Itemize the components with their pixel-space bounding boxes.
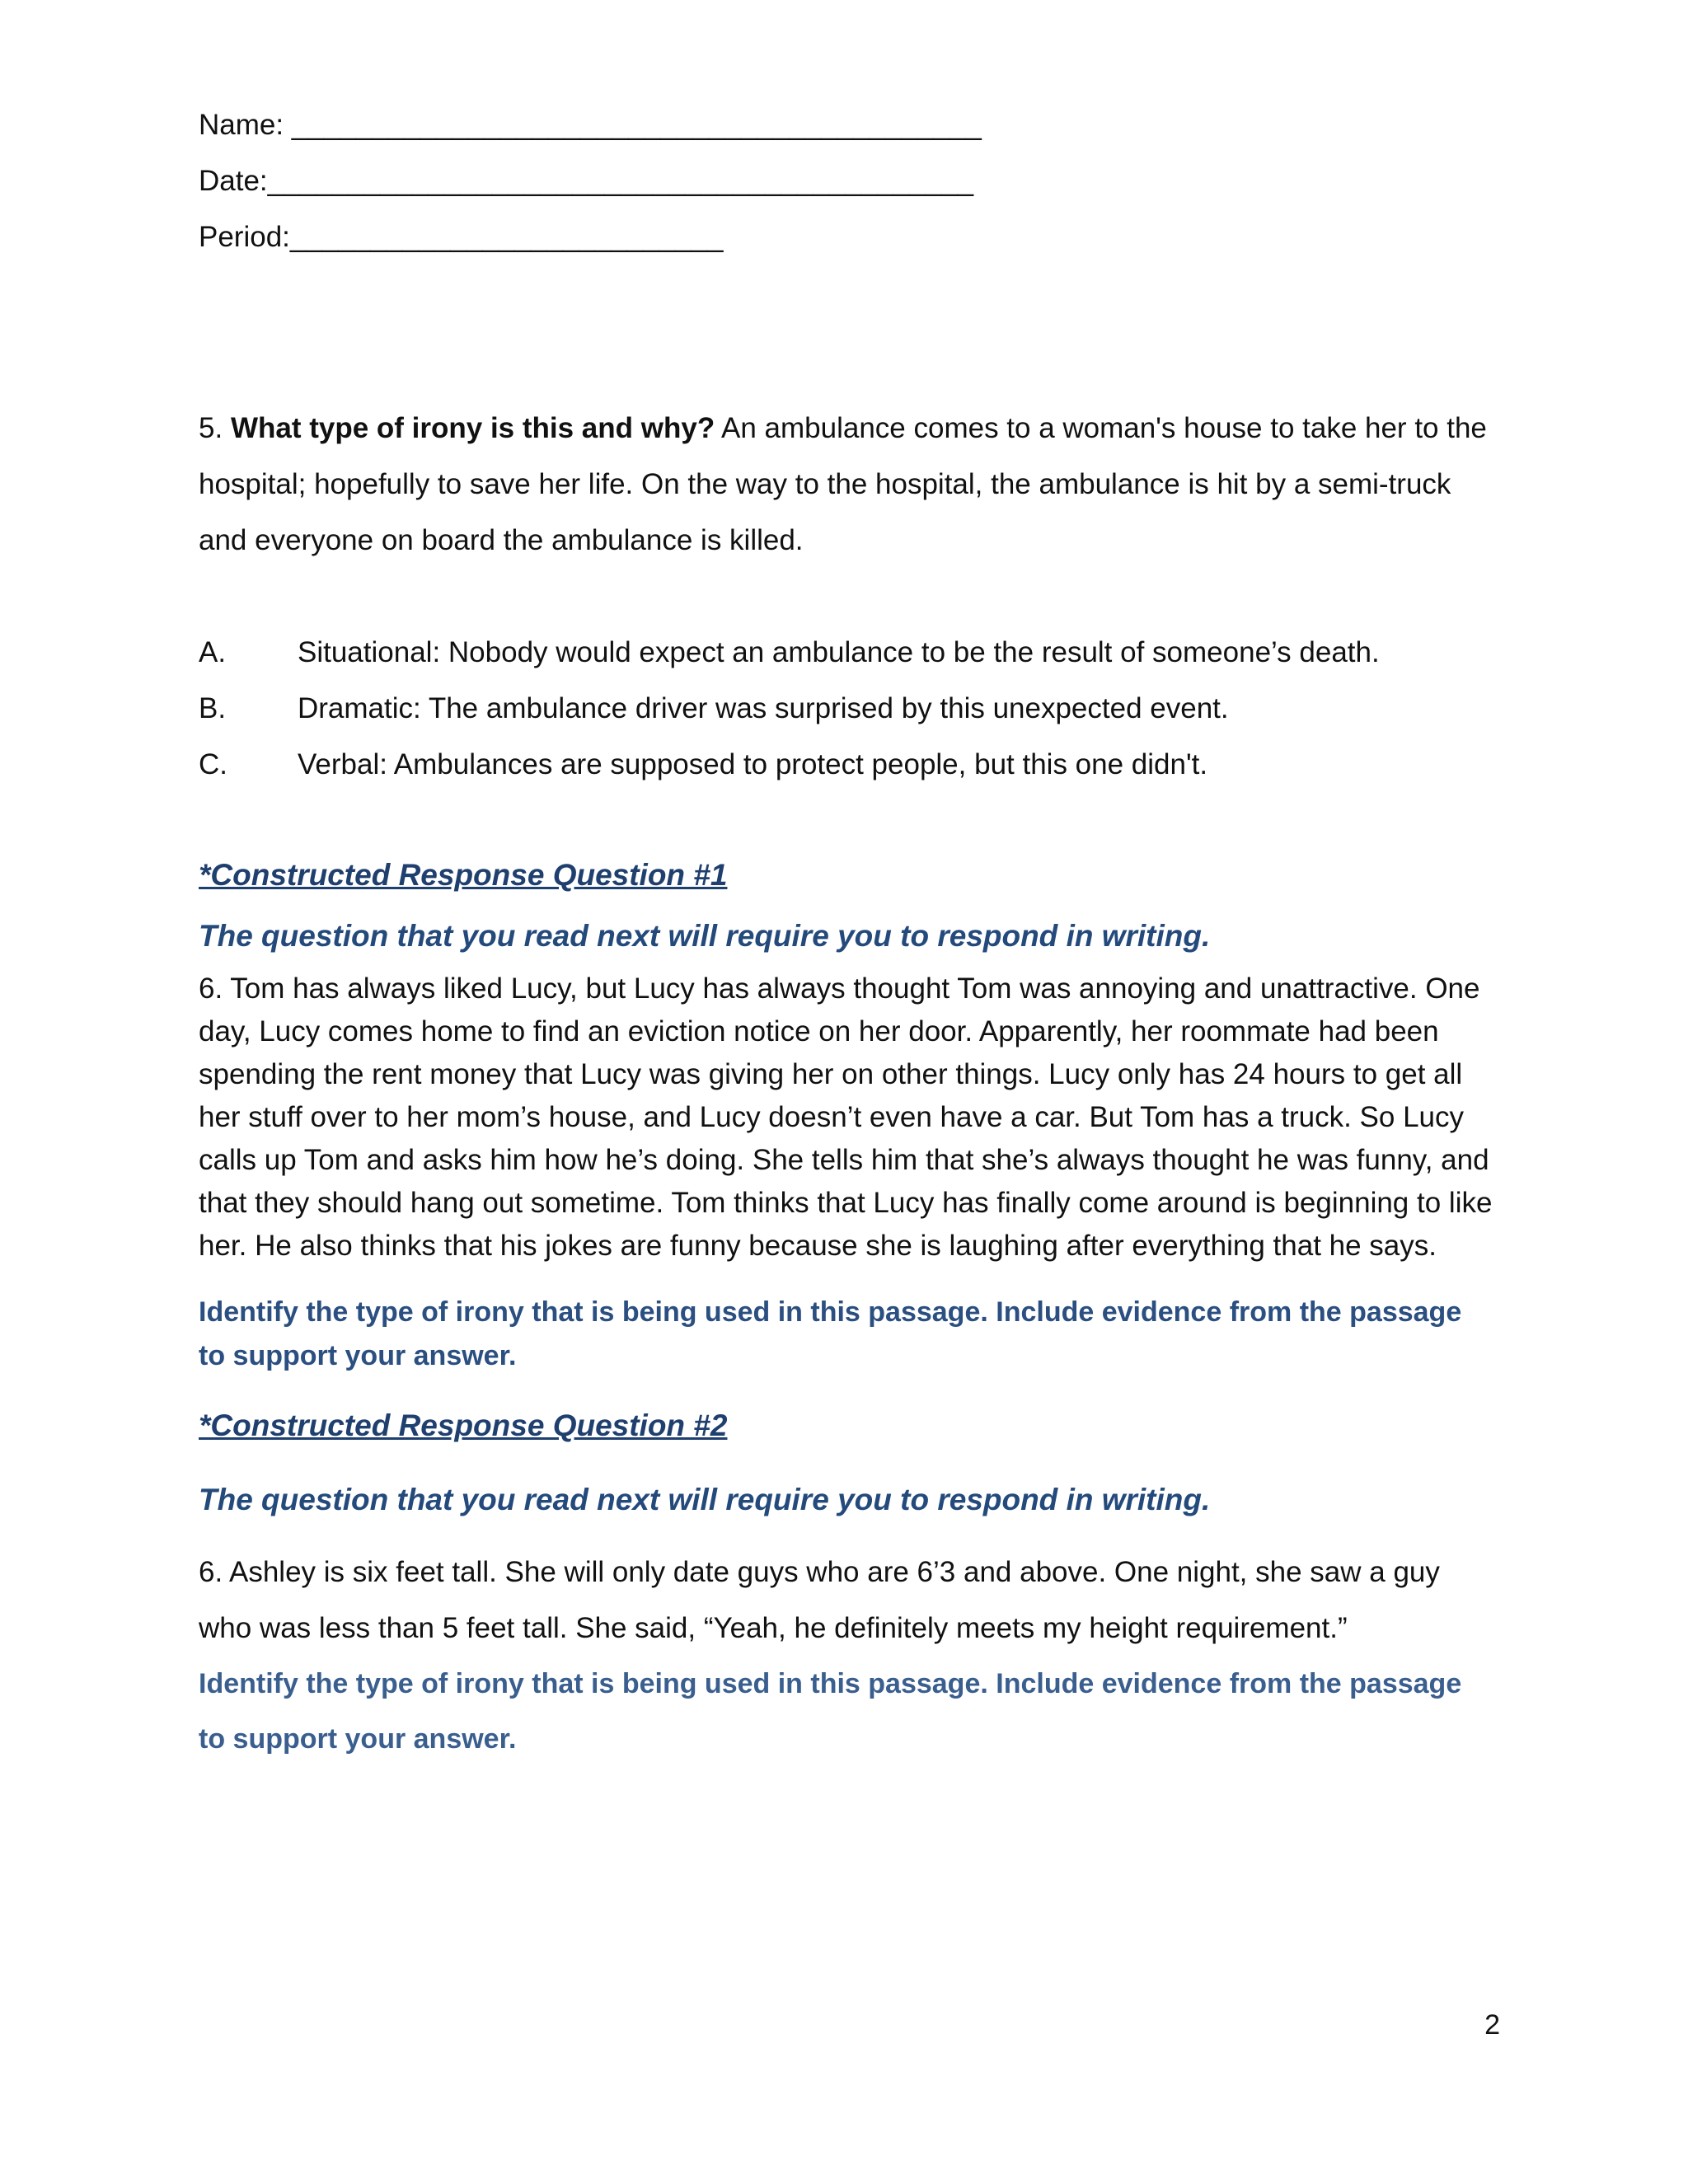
- cr2-subtitle: The question that you read next will require you to respond in writing.: [199, 1483, 1211, 1516]
- option-letter: A.: [199, 636, 227, 668]
- cr2-prompt: Identify the type of irony that is being used in this passage. Include evidence from the passage to support your answer.: [199, 1668, 1462, 1755]
- cr2-passage: 6. Ashley is six feet tall. She will only date guys who are 6’3 and above. One night, she saw a guy who was less than 5 feet tall. She said, “Yeah, he definitely meets my height requirement.”: [199, 1556, 1440, 1644]
- period-field: Period:___________________________: [199, 221, 724, 253]
- option-c: [199, 737, 1493, 793]
- option-letter: C.: [199, 748, 227, 780]
- question-5: [199, 401, 1493, 569]
- page-content: [199, 97, 1493, 1767]
- cr1-passage: 6. Tom has always liked Lucy, but Lucy has always thought Tom was annoying and unattractive. One day, Lucy comes home to find an eviction notice on her door. Apparently, her roommate had been spending the rent money that Lucy was giving her on other things. Lucy only has 24 hours to get all her stuff over to her mom’s house, and Lucy doesn’t even have a car. But Tom has a truck. So Lucy calls up Tom and asks him how he’s doing. She tells him that she’s always thought he was funny, and that they should hang out sometime. Tom thinks that Lucy has finally come around is beginning to like her. He also thinks that his jokes are funny because she is laughing after everything that he says.: [199, 972, 1493, 1262]
- question-5-number: 5.: [199, 412, 223, 444]
- question-5-text: An ambulance comes to a woman's house to take her to the hospital; hopefully to save her life. On the way to the hospital, the ambulance is hit by a semi-truck and everyone on board the ambulance is killed.: [199, 412, 1487, 556]
- option-text: Verbal: Ambulances are supposed to protect people, but this one didn't.: [298, 748, 1208, 780]
- cr1-prompt: Identify the type of irony that is being used in this passage. Include evidence from the passage to support your answer.: [199, 1296, 1462, 1371]
- question-5-options: [199, 625, 1493, 793]
- question-5-prompt: What type of irony is this and why?: [230, 412, 715, 444]
- option-b: [199, 681, 1493, 737]
- option-text: Dramatic: The ambulance driver was surprised by this unexpected event.: [298, 692, 1229, 724]
- name-field: Name: ___________________________________________: [199, 109, 982, 141]
- cr1-title: *Constructed Response Question #1: [199, 858, 728, 892]
- page-number: 2: [1484, 2009, 1500, 2041]
- option-text: Situational: Nobody would expect an ambulance to be the result of someone’s death.: [298, 636, 1380, 668]
- option-letter: B.: [199, 692, 227, 724]
- cr1-subtitle: The question that you read next will require you to respond in writing.: [199, 919, 1211, 953]
- option-a: [199, 625, 1493, 681]
- date-field: Date:____________________________________________: [199, 165, 974, 197]
- cr2-title: *Constructed Response Question #2: [199, 1408, 728, 1442]
